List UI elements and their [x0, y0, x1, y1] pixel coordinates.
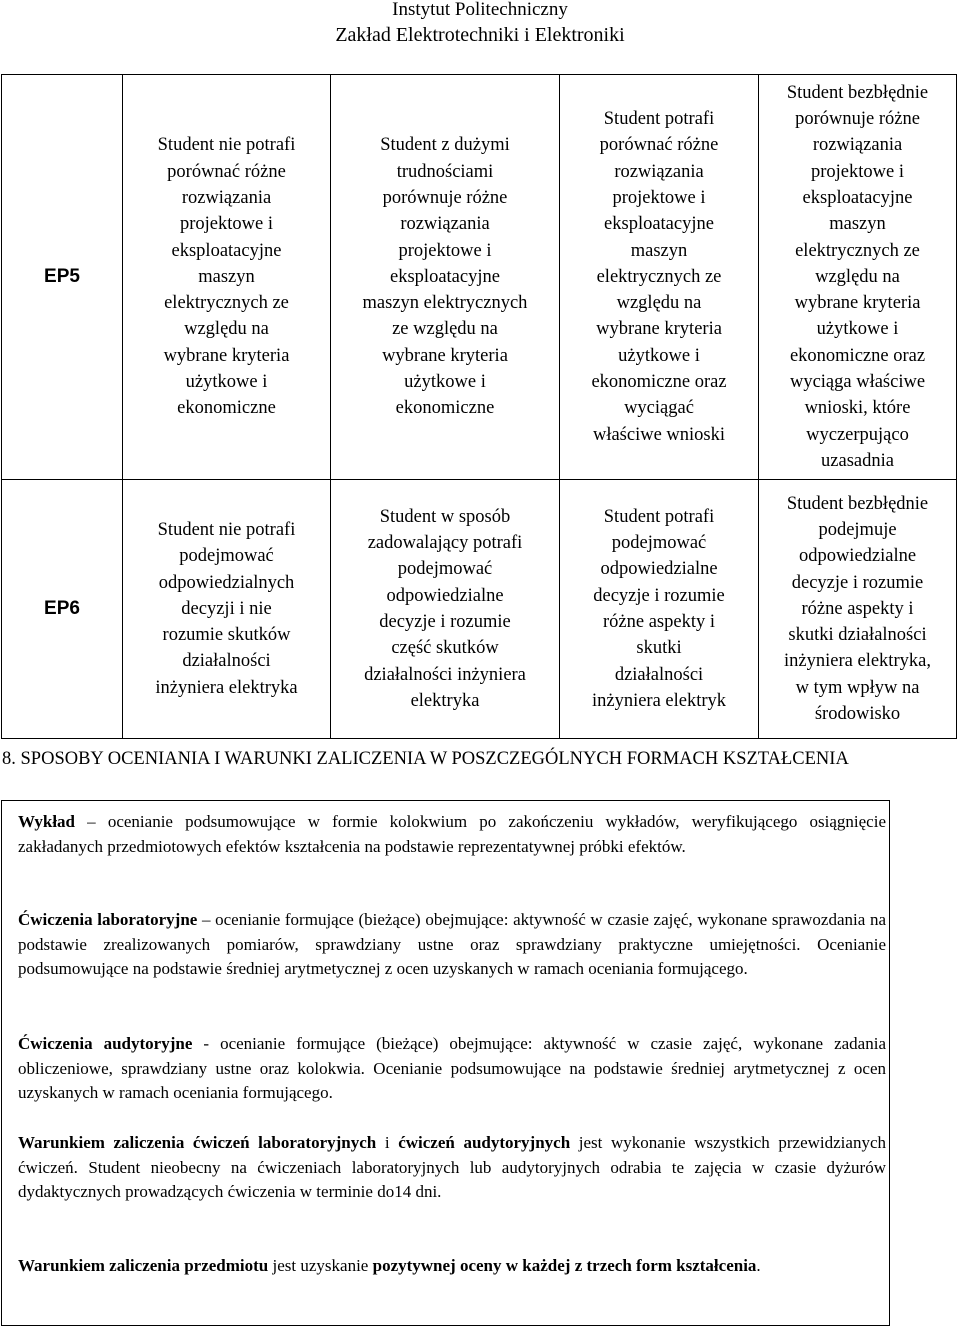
department-name: Zakład Elektrotechniki i Elektroniki	[335, 24, 625, 46]
lecture-text: – ocenianie podsumowujące w formie kolokwium po zakończeniu wykładów, weryfikującego osiągnięcie zakładanych przedmiotowych efektów kształcenia na podstawie reprezentatywnej próbki efektów.	[18, 812, 886, 856]
table-cell	[560, 480, 759, 739]
course-condition-paragraph	[18, 1254, 886, 1279]
table-row	[2, 75, 957, 480]
lecture-label: Wykład	[18, 812, 76, 831]
table-cell	[123, 75, 331, 480]
effects-table	[1, 74, 957, 739]
exercises-condition-text-2: jest wykonanie wszystkich przewidzianych ćwiczeń. Student nieobecny na ćwiczeniach laboratoryjnych lub audytoryjnych odrabia te zajęcia w czasie dyżurów dydaktycznych prowadzących ćwiczenia w terminie do14 dni.	[18, 1133, 886, 1201]
table-cell	[123, 480, 331, 739]
exercises-condition-text-1: i	[376, 1133, 399, 1152]
auditory-label: Ćwiczenia audytoryjne	[18, 1034, 193, 1053]
course-condition-bold-1: Warunkiem zaliczenia przedmiotu	[18, 1256, 269, 1275]
table-row	[2, 480, 957, 739]
cell-text: Student bezbłędnie podejmuje odpowiedzialne decyzje i rozumie różne aspekty i skutki działalności inżyniera elektryka, w tym wpływ na środowisko	[784, 493, 931, 725]
course-condition-bold-2: pozytywnej oceny w każdej z trzech form kształcenia	[372, 1256, 757, 1275]
auditory-paragraph	[18, 1032, 886, 1106]
lab-label: Ćwiczenia laboratoryjne	[18, 910, 198, 929]
table-cell	[331, 75, 560, 480]
cell-text: Student potrafi podejmować odpowiedzialne decyzje i rozumie różne aspekty i skutki działalności inżyniera elektryk	[591, 506, 727, 711]
lab-text: – ocenianie formujące (bieżące) obejmujące: aktywność w czasie zajęć, wykonane sprawozdania na podstawie zrealizowanych pomiarów, sprawdziany ustne oraz sprawdziany praktyczne umiejętności. Ocenianie podsumowujące na podstawie średniej arytmetycznej z ocen uzyskanych w ramach oceniania formującego.	[18, 910, 886, 978]
table-cell	[759, 480, 957, 739]
cell-text: Student potrafi porównać różne rozwiązania projektowe i eksploatacyjne maszyn elektrycznych ze względu na wybrane kryteria użytkowe i ekonomiczne oraz wyciągać właściwe wnioski	[591, 109, 727, 445]
effect-code: EP5	[2, 75, 123, 480]
table-cell	[759, 75, 957, 480]
cell-text: Student nie potrafi podejmować odpowiedzialnych decyzji i nie rozumie skutków działalności inżyniera elektryka	[155, 519, 298, 698]
course-condition-text-1: jest uzyskanie	[268, 1256, 373, 1275]
cell-text: Student w sposób zadowalający potrafi podejmować odpowiedzialne decyzje i rozumie część skutków działalności inżyniera elektryka	[364, 506, 526, 711]
lecture-paragraph	[18, 810, 886, 859]
cell-text: Student bezbłędnie porównuje różne rozwiązania projektowe i eksploatacyjne maszyn elektrycznych ze względu na wybrane kryteria użytkowe i ekonomiczne oraz wyciąga właściwe wnioski, które wyczerpująco uzasadnia	[786, 82, 929, 471]
lab-paragraph	[18, 908, 886, 982]
exercises-condition-bold-1: Warunkiem zaliczenia ćwiczeń laboratoryjnych	[18, 1133, 377, 1152]
section-heading: 8. SPOSOBY OCENIANIA I WARUNKI ZALICZENIA W POSZCZEGÓLNYCH FORMACH KSZTAŁCENIA	[2, 749, 849, 769]
institute-name: Instytut Politechniczny	[392, 0, 568, 20]
cell-text: Student nie potrafi porównać różne rozwiązania projektowe i eksploatacyjne maszyn elektrycznych ze względu na wybrane kryteria użytkowe i ekonomiczne	[157, 135, 296, 419]
exercises-condition-bold-2: ćwiczeń audytoryjnych	[398, 1133, 571, 1152]
table-cell	[560, 75, 759, 480]
course-condition-text-2: .	[756, 1256, 761, 1275]
cell-text: Student z dużymi trudnościami porównuje różne rozwiązania projektowe i eksploatacyjne maszyn elektrycznych ze względu na wybrane kryteria użytkowe i ekonomiczne	[362, 135, 528, 419]
exercises-condition-paragraph	[18, 1131, 886, 1205]
table-cell	[331, 480, 560, 739]
effect-code: EP6	[2, 480, 123, 739]
auditory-text: - ocenianie formujące (bieżące) obejmujące: aktywność w czasie zajęć, wykonane zadania obliczeniowe, sprawdziany ustne oraz kolokwia. Ocenianie podsumowujące na podstawie średniej arytmetycznej z ocen uzyskanych w ramach oceniania formującego.	[18, 1034, 886, 1102]
